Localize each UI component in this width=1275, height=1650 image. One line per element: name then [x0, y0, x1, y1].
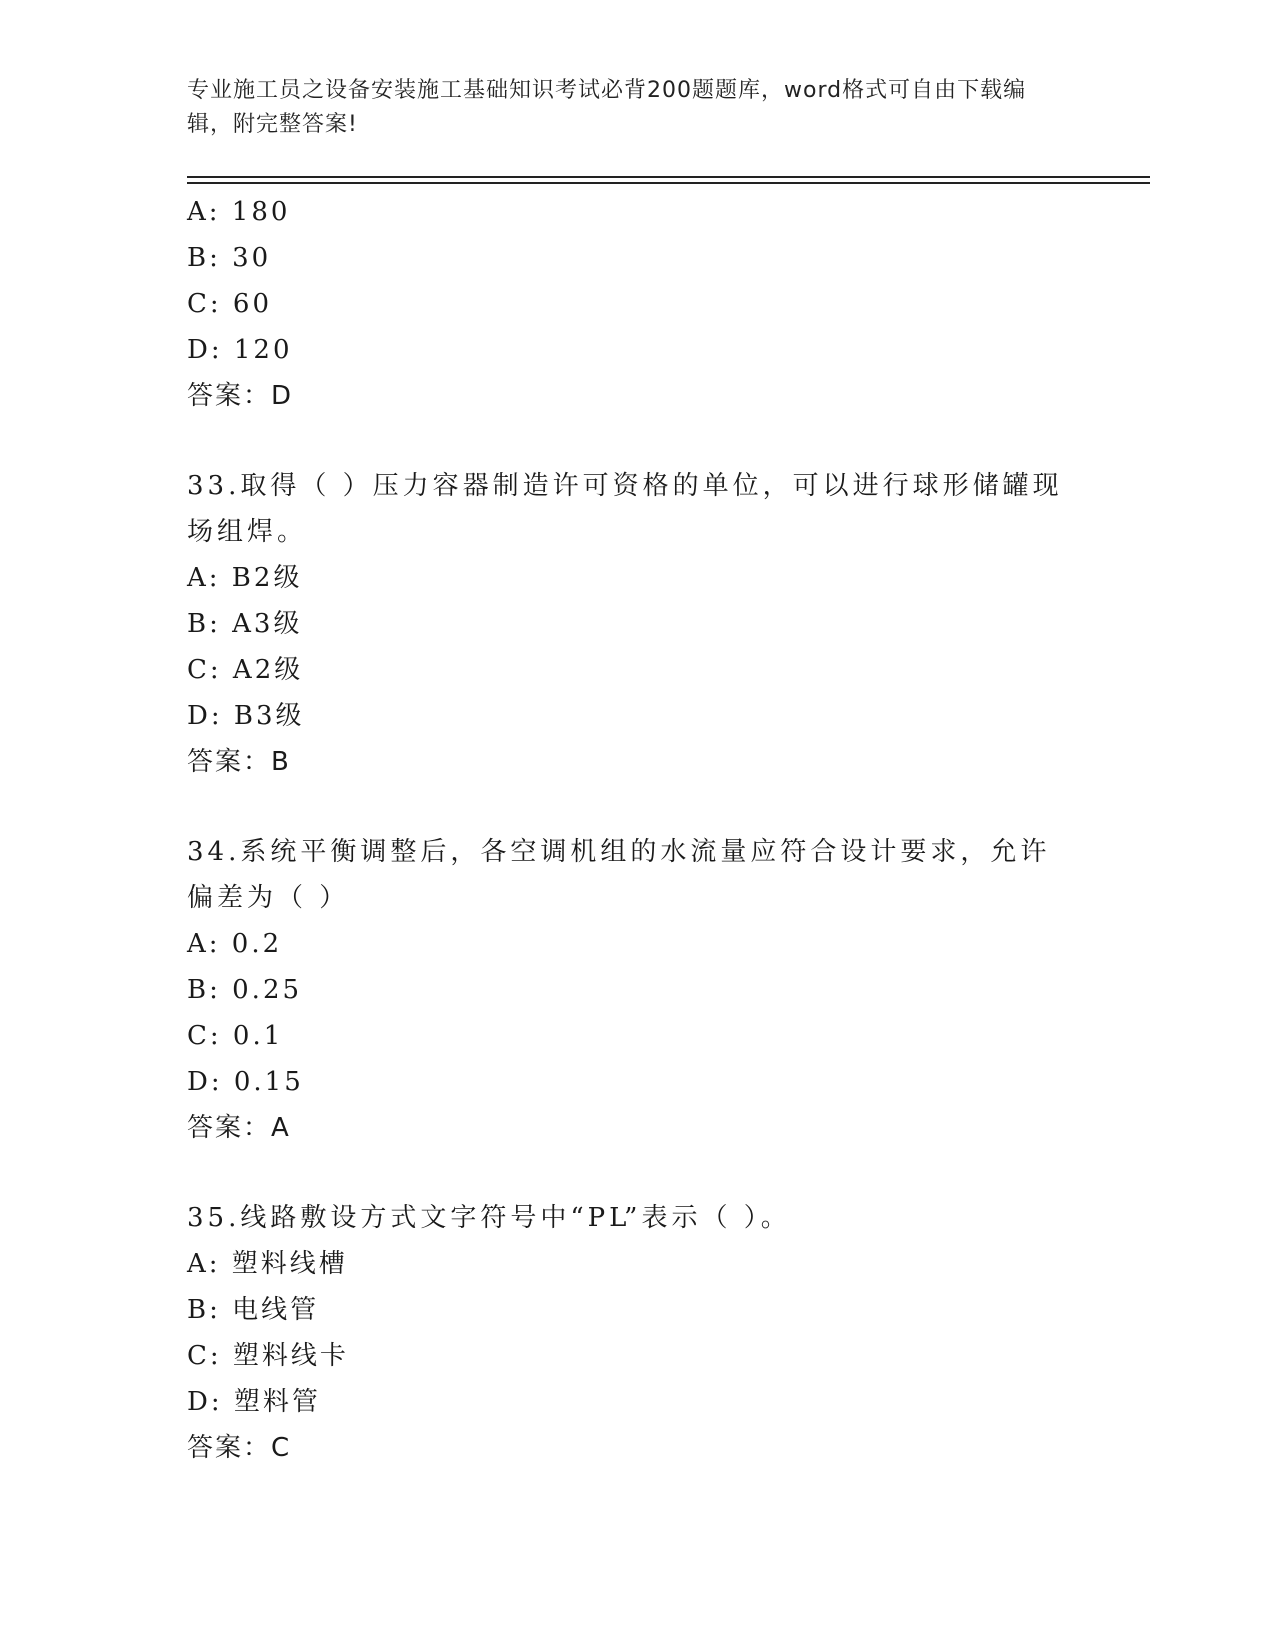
- spacer: [187, 1151, 1087, 1195]
- question-stem: 34.系统平衡调整后，各空调机组的水流量应符合设计要求，允许偏差为（ ）: [187, 837, 1051, 913]
- option-b: B: 电线管: [187, 1295, 320, 1325]
- question-32: [187, 189, 1087, 419]
- spacer: [187, 419, 1087, 463]
- option-a: A: 塑料线槽: [187, 1249, 348, 1279]
- question-stem: 33.取得（ ）压力容器制造许可资格的单位，可以进行球形储罐现场组焊。: [187, 471, 1063, 547]
- option-c: C: 60: [187, 289, 273, 319]
- header-divider-top: [187, 176, 1150, 178]
- spacer: [187, 785, 1087, 829]
- option-c: C: 0.1: [187, 1021, 284, 1051]
- answer: 答案：C: [187, 1433, 292, 1463]
- option-b: B: A3级: [187, 609, 303, 639]
- option-b: B: 0.25: [187, 975, 303, 1005]
- option-d: D: B3级: [187, 701, 305, 731]
- option-d: D: 0.15: [187, 1067, 304, 1097]
- option-d: D: 120: [187, 335, 293, 365]
- option-d: D: 塑料管: [187, 1387, 321, 1417]
- question-33: [187, 463, 1087, 785]
- question-34: [187, 829, 1087, 1151]
- answer: 答案：D: [187, 381, 294, 411]
- option-c: C: A2级: [187, 655, 304, 685]
- option-a: A: 180: [187, 197, 291, 227]
- question-stem: 35.线路敷设方式文字符号中“PL”表示（ ）。: [187, 1203, 791, 1233]
- option-b: B: 30: [187, 243, 272, 273]
- question-list: [187, 189, 1087, 1471]
- option-a: A: 0.2: [187, 929, 283, 959]
- answer: 答案：A: [187, 1113, 291, 1143]
- question-35: [187, 1195, 1087, 1471]
- header-divider-bottom: [187, 182, 1150, 184]
- option-a: A: B2级: [187, 563, 303, 593]
- answer: 答案：B: [187, 747, 291, 777]
- document-header: 专业施工员之设备安装施工基础知识考试必背200题题库，word格式可自由下载编辑，附完整答案!: [187, 78, 1027, 137]
- option-c: C: 塑料线卡: [187, 1341, 349, 1371]
